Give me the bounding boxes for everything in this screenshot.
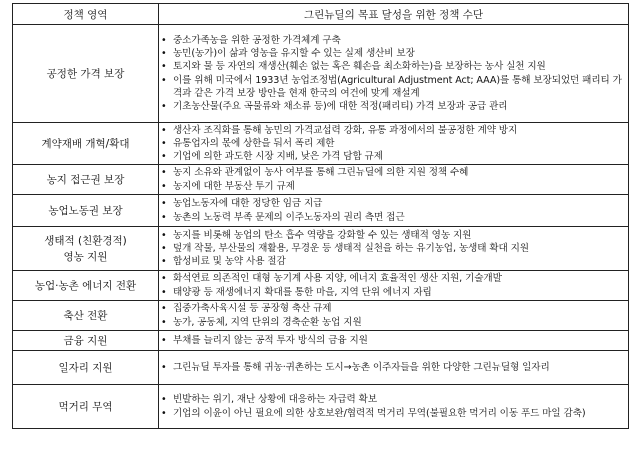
means-list xyxy=(159,302,628,328)
policy-means-cell xyxy=(159,165,629,195)
list-item: • 생산자 조직화를 통해 농민의 가격교섭력 강화, 유통 과정에서의 불공정한 계약 방지 xyxy=(159,124,628,137)
list-item: • 부채를 늘리지 않는 공적 투자 방식의 금융 지원 xyxy=(159,334,628,347)
means-list xyxy=(159,272,628,298)
list-item: • 빈발하는 위기, 재난 상황에 대응하는 자급력 확보 xyxy=(159,393,628,406)
list-item: • 농지 소유와 관계없이 농사 여부를 통해 그린뉴딜에 의한 지원 정책 수혜 xyxy=(159,166,628,179)
list-item: • 농가, 공동체, 지역 단위의 경축순환 농업 지원 xyxy=(159,316,628,329)
means-list xyxy=(159,361,628,374)
list-item: • 태양광 등 재생에너지 확대를 통한 마을, 지역 단위 에너지 자립 xyxy=(159,286,628,299)
list-item: • 기업에 의한 과도한 시장 지배, 낮은 가격 담합 규제 xyxy=(159,150,628,163)
list-item: • 기초농산물(주요 곡물류와 채소류 등)에 대한 적정(패리티) 가격 보장과 공급 관리 xyxy=(159,100,628,113)
table-row xyxy=(13,227,629,271)
means-list xyxy=(159,34,628,113)
policy-means-cell xyxy=(159,123,629,165)
list-item: • 합성비료 및 농약 사용 절감 xyxy=(159,255,628,268)
table-row xyxy=(13,25,629,123)
list-item: • 농민(농가)이 삶과 영농을 유지할 수 있는 실제 생산비 보장 xyxy=(159,47,628,60)
policy-means-cell xyxy=(159,227,629,271)
means-list xyxy=(159,197,628,223)
policy-means-cell xyxy=(159,25,629,123)
means-list xyxy=(159,166,628,192)
policy-area-line: 영농 지원 xyxy=(63,250,108,263)
policy-means-cell xyxy=(159,271,629,301)
list-item: • 기업의 이윤이 아닌 필요에 의한 상호보완/협력적 먹거리 무역(불필요한 먹거리 이동 푸드 마일 감축) xyxy=(159,407,628,420)
policy-means-cell xyxy=(159,385,629,429)
table-header-row xyxy=(13,4,629,25)
policy-area-cell: 금융 지원 xyxy=(13,331,159,351)
means-list xyxy=(159,334,628,347)
list-item: • 화석연료 의존적인 대형 농기계 사용 지양, 에너지 효율적인 생산 지원, 기술개발 xyxy=(159,272,628,285)
table-row xyxy=(13,165,629,195)
table-row xyxy=(13,385,629,429)
table-row xyxy=(13,123,629,165)
means-list xyxy=(159,124,628,164)
list-item: • 농지를 비롯해 농업의 탄소 흡수 역량을 강화할 수 있는 생태적 영농 지원 xyxy=(159,229,628,242)
table-row xyxy=(13,195,629,227)
policy-means-cell xyxy=(159,195,629,227)
list-item: • 농지에 대한 부동산 투기 규제 xyxy=(159,180,628,193)
policy-area-cell: 축산 전환 xyxy=(13,301,159,331)
policy-area-line: 생태적 (친환경적) xyxy=(44,234,127,247)
list-item: • 집중가축사육시설 등 공장형 축산 규제 xyxy=(159,302,628,315)
means-list xyxy=(159,393,628,419)
table-row xyxy=(13,351,629,385)
policy-area-cell: 농업·농촌 에너지 전환 xyxy=(13,271,159,301)
policy-means-cell xyxy=(159,301,629,331)
list-item: • 덮개 작물, 부산물의 재활용, 무경운 등 생태적 실천을 하는 유기농업, 농생태 확대 지원 xyxy=(159,242,628,255)
means-list xyxy=(159,229,628,269)
header-policy-means: 그린뉴딜의 목표 달성을 위한 정책 수단 xyxy=(159,4,629,25)
policy-table xyxy=(12,3,629,429)
policy-area-cell: 먹거리 무역 xyxy=(13,385,159,429)
table-row xyxy=(13,271,629,301)
list-item: • 유통업자의 몫에 상한을 둬서 폭리 제한 xyxy=(159,137,628,150)
list-item: • 이를 위해 미국에서 1933년 농업조정법(Agricultural Adjustment Act; AAA)를 통해 보장되었던 패리티 가격과 같은 가격 보장 방안을 현재 한국의 여건에 맞게 재설계 xyxy=(159,74,628,100)
table-row xyxy=(13,331,629,351)
list-item: • 토지와 물 등 자연의 재생산(훼손 없는 혹은 훼손을 최소화하는)을 보장하는 농사 실천 지원 xyxy=(159,60,628,73)
list-item: • 중소가족농을 위한 공정한 가격체계 구축 xyxy=(159,34,628,47)
policy-area-cell: 농지 접근권 보장 xyxy=(13,165,159,195)
policy-area-cell: 일자리 지원 xyxy=(13,351,159,385)
list-item: • 그린뉴딜 투자를 통해 귀농·귀촌하는 도시→농촌 이주자들을 위한 다양한 그린뉴딜형 일자리 xyxy=(159,361,628,374)
policy-area-cell: 농업노동권 보장 xyxy=(13,195,159,227)
list-item: • 농촌의 노동력 부족 문제의 이주노동자의 권리 측면 접근 xyxy=(159,211,628,224)
policy-area-cell: 계약재배 개혁/확대 xyxy=(13,123,159,165)
policy-means-cell xyxy=(159,331,629,351)
table-row xyxy=(13,301,629,331)
policy-area-cell: 공정한 가격 보장 xyxy=(13,25,159,123)
policy-means-cell xyxy=(159,351,629,385)
list-item: • 농업노동자에 대한 정당한 임금 지급 xyxy=(159,197,628,210)
header-policy-area: 정책 영역 xyxy=(13,4,159,25)
policy-area-cell xyxy=(13,227,159,271)
